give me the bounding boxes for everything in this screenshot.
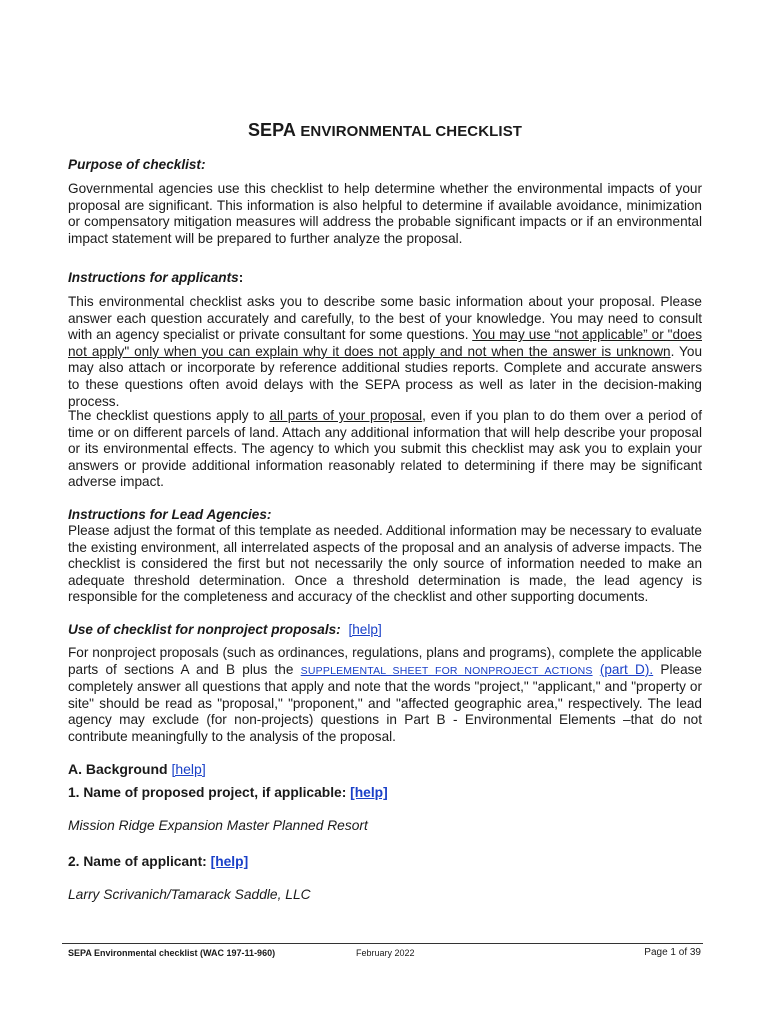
applicants-p1-start: This environmental checklist asks you to describe some basic information about your proposal. Please answer each question accurately and carefully, to the best of your knowledge. You may need to consult with an agency specialist or private consultant for some questions. (68, 294, 702, 343)
title-sepa: SEPA (247, 120, 297, 140)
footer-date: February 2022 (356, 948, 415, 958)
applicants-heading-colon: : (238, 270, 244, 285)
nonproject-text (68, 645, 702, 746)
lead-agencies-text: Please adjust the format of this template as needed. Additional information may be necessary to evaluate the existing environment, all interrelated aspects of the proposal and an analysis of adverse impacts. The checklist is considered the first but not necessarily the only source of information needed to make an adequate threshold determination. Once a threshold determination is made, the lead agency is responsible for the completeness and accuracy of the checklist and other supporting documents. (68, 523, 702, 605)
applicants-p2-start: The checklist questions apply to (68, 408, 270, 423)
question-1 (68, 785, 388, 800)
footer-page-number: Page 1 of 39 (644, 947, 701, 958)
section-a-heading (68, 761, 206, 777)
applicants-p1-end: . You may also attach or incorporate by reference additional studies reports. Complete and accurate answers to these questions often avoid delays with the SEPA process as well as later in the decision-making process. (68, 343, 703, 409)
applicants-p2-underlined: all parts of your proposal (269, 408, 423, 423)
nonproject-help-link[interactable]: [help] (348, 622, 382, 637)
section-a-help-link[interactable]: [help] (171, 761, 206, 777)
nonproject-heading (68, 622, 382, 637)
question-1-help-link[interactable]: [help] (350, 785, 388, 800)
applicants-heading (68, 270, 243, 285)
title-rest: ENVIRONMENTAL CHECKLIST (300, 123, 523, 140)
applicants-paragraph-1 (68, 294, 702, 410)
purpose-text: Governmental agencies use this checklist to help determine whether the environmental impacts of your proposal are significant. This information is also helpful to determine if available avoidance, minimization or compensatory mitigation measures will address the probable significant impacts or if an environmental impact statement will be prepared to further analyze the proposal. (68, 181, 702, 246)
footer-left: SEPA Environmental checklist (WAC 197-11-960) (68, 948, 276, 958)
lead-agencies-heading: Instructions for Lead Agencies: (68, 507, 272, 522)
purpose-heading: Purpose of checklist: (68, 157, 206, 172)
applicants-p1-underlined: You may use “not applicable” or "does not apply" only when you can explain why it does not apply and not when the answer is unknown (68, 327, 702, 359)
nonproject-text-start: For nonproject proposals (such as ordinances, regulations, plans and programs), complete the applicable parts of sections A and B plus the (68, 645, 702, 677)
question-1-label: 1. Name of proposed project, if applicable: (68, 785, 347, 800)
applicants-paragraph-2 (68, 408, 702, 491)
nonproject-heading-text: Use of checklist for nonproject proposals: (68, 622, 341, 637)
question-1-answer: Mission Ridge Expansion Master Planned Resort (68, 818, 368, 833)
question-2-help-link[interactable]: [help] (210, 854, 249, 869)
supplemental-sheet-link[interactable]: SUPPLEMENTAL SHEET FOR NONPROJECT ACTIONS (300, 664, 593, 677)
applicants-heading-text: Instructions for applicants (68, 270, 239, 285)
question-2-label: 2. Name of applicant: (68, 854, 207, 869)
question-2-answer: Larry Scrivanich/Tamarack Saddle, LLC (68, 887, 311, 902)
applicants-p2-end: , even if you plan to do them over a period of time or on different parcels of land. Attach any additional information that will help describe your proposal or its environmental effects. The agency to which you submit this checklist may ask you to explain your answers or provide additional information reasonably related to determining if there may be significant adverse impact. (68, 408, 702, 490)
nonproject-text-end: Please completely answer all questions that apply and note that the words "project," "applicant," and "property or site" should be read as "proposal," "proponent," and "affected geographic area," respectively. The lead agency may exclude (for non-projects) questions in Part B - Environmental Elements –that do not contribute meaningfully to the analysis of the proposal. (68, 661, 702, 744)
section-a-label: A. Background (68, 761, 168, 777)
part-d-link[interactable]: (part D). (599, 661, 654, 677)
question-2 (68, 854, 248, 869)
footer-divider (62, 943, 703, 944)
page-title (0, 120, 770, 141)
